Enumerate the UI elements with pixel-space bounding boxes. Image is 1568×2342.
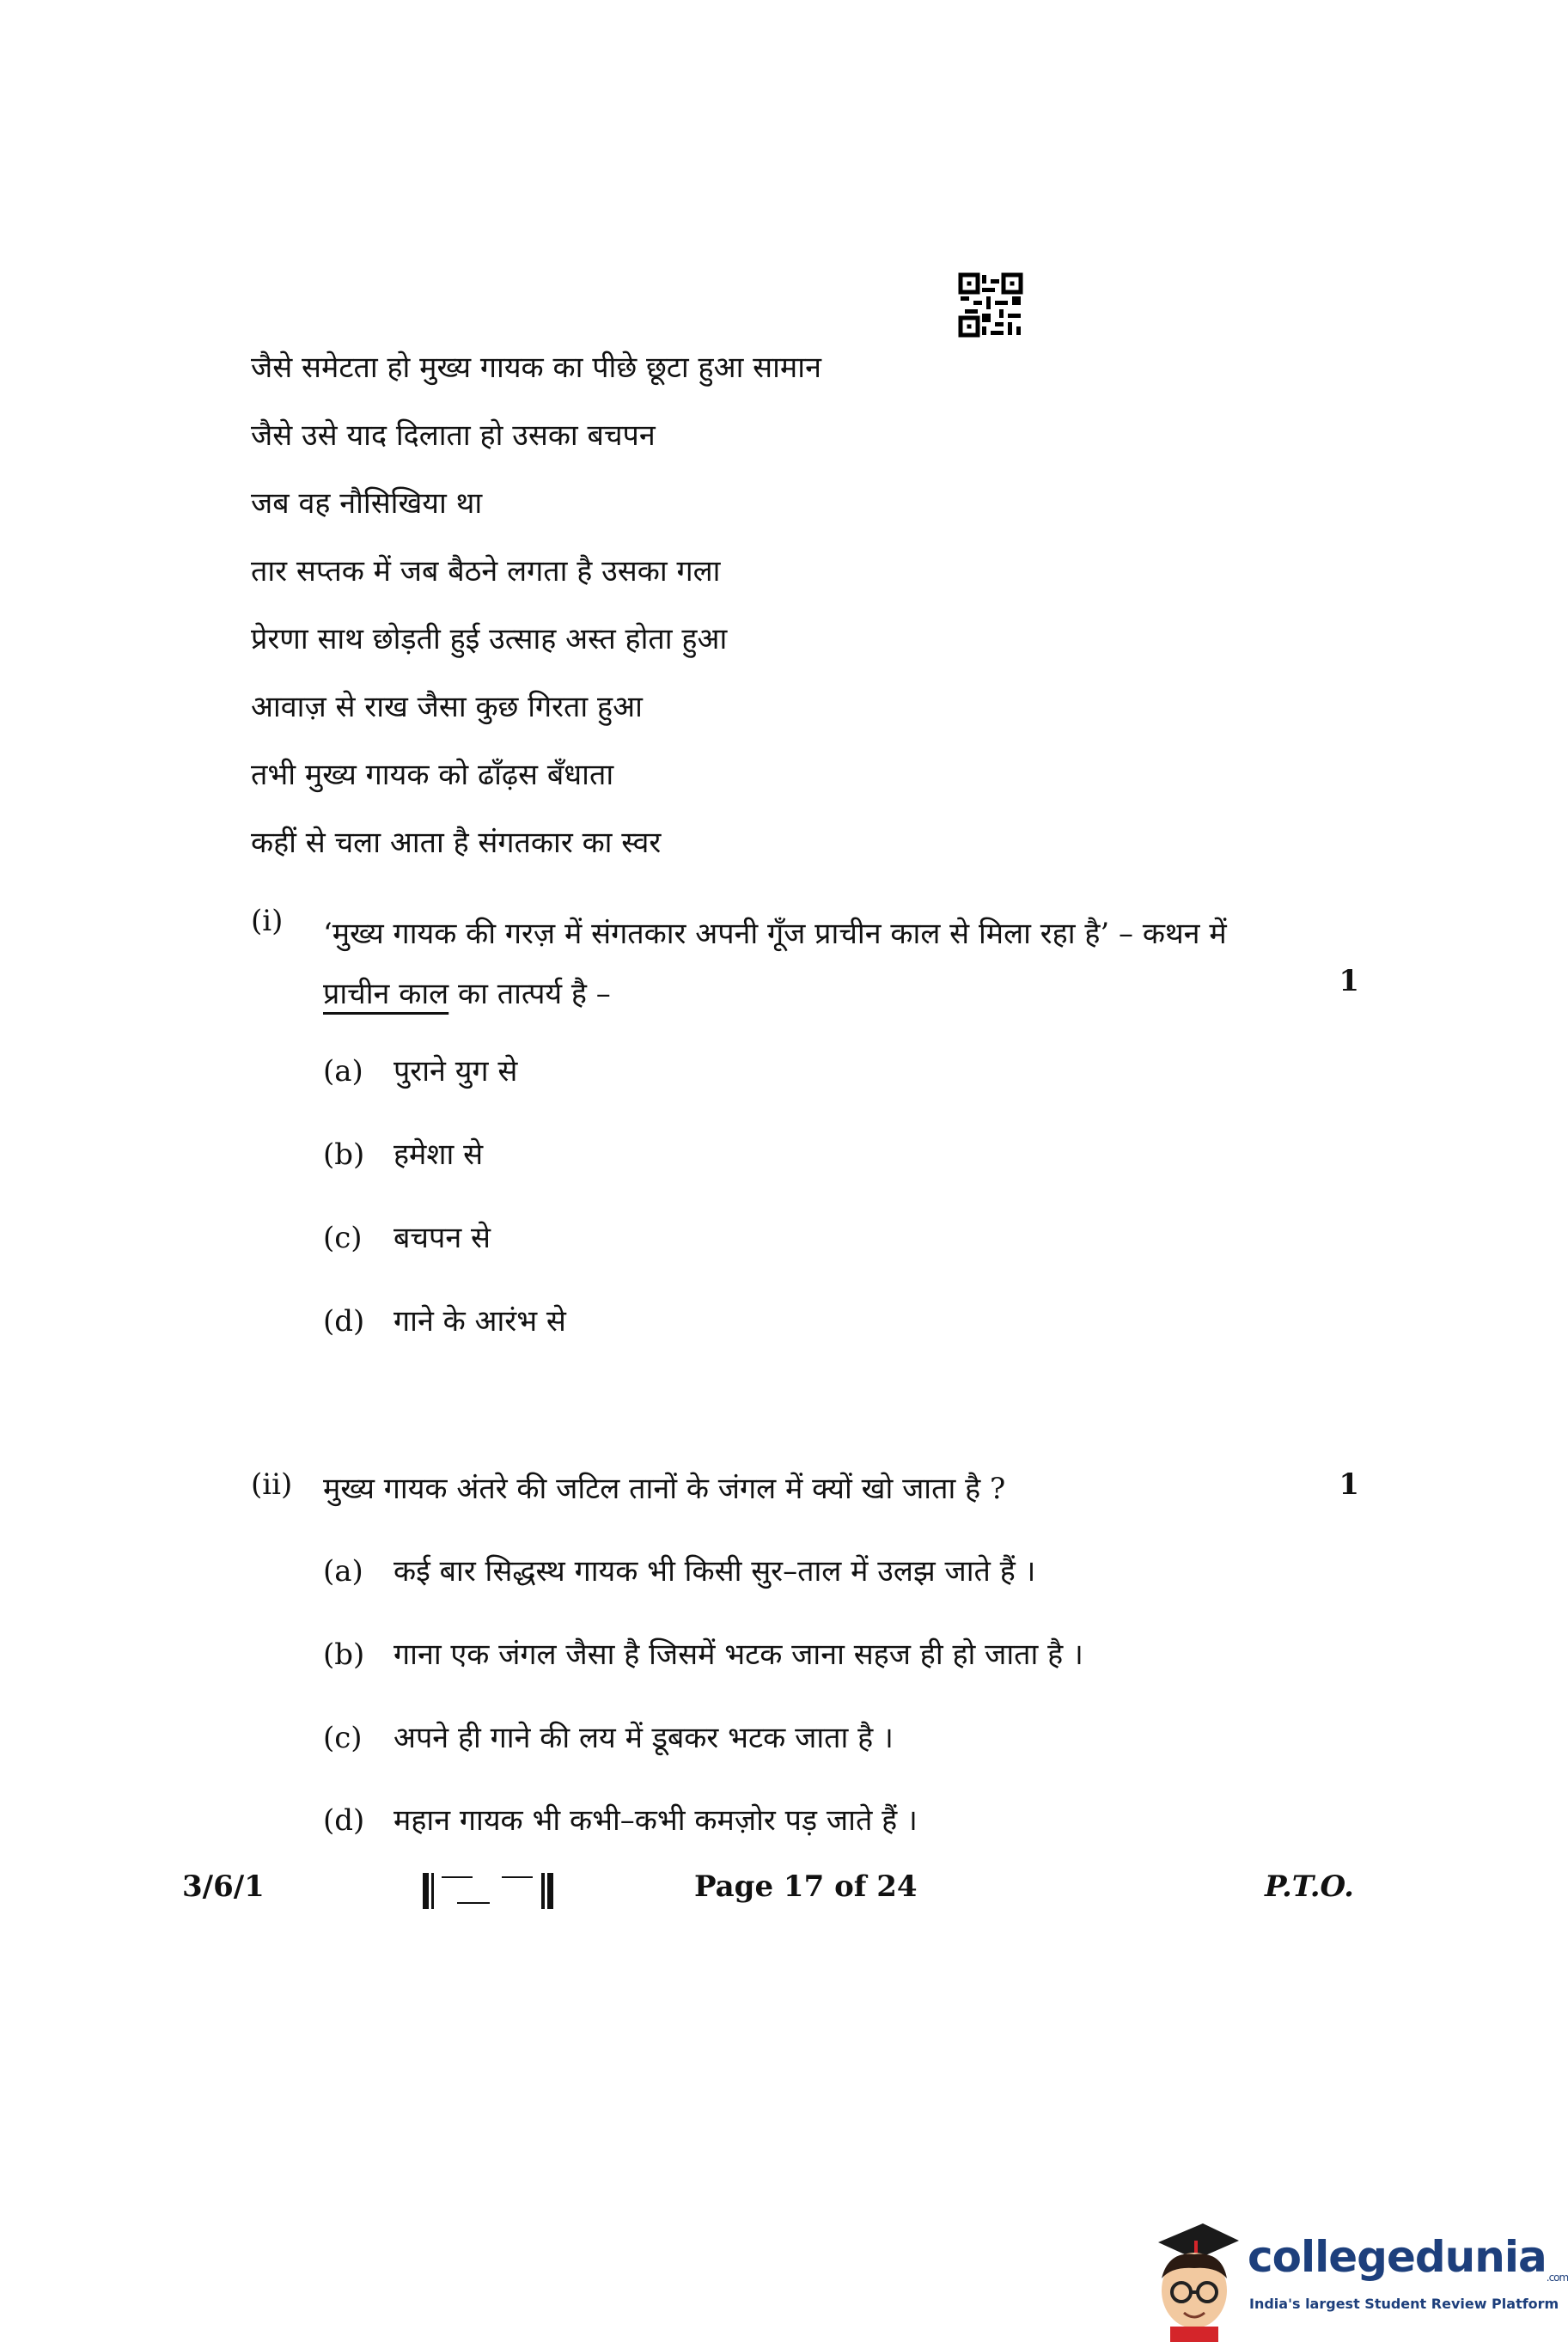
option-b[interactable]	[323, 1133, 483, 1173]
option-text: गाना एक जंगल जैसा है जिसमें भटक जाना सहज ही हो जाता है ।	[394, 1638, 1083, 1672]
question-text-rest: का तात्पर्य है –	[448, 977, 611, 1011]
page-number: Page 17 of 24	[694, 1869, 918, 1904]
poem-line: कहीं से चला आता है संगतकार का स्वर	[251, 826, 662, 860]
poem-line: तार सप्तक में जब बैठने लगता है उसका गला	[251, 554, 721, 589]
poem-line: जैसे उसे याद दिलाता हो उसका बचपन	[251, 418, 656, 453]
question-marks: 1	[1339, 964, 1359, 998]
option-b[interactable]	[323, 1633, 1083, 1673]
pto-label: P.T.O.	[1265, 1869, 1354, 1904]
question-text-line: ‘मुख्य गायक की गरज़ में संगतकार अपनी गूँज प्राचीन काल से मिला रहा है’ – कथन में	[323, 917, 1227, 951]
question-text-line-2	[323, 964, 1282, 1024]
poem-line: जैसे समेटता हो मुख्य गायक का पीछे छूटा हुआ सामान	[251, 351, 821, 385]
question-2	[251, 1467, 1359, 1845]
question-marks: 1	[1339, 1467, 1359, 1502]
option-text: पुराने युग से	[394, 1054, 518, 1089]
poem-line: जब वह नौसिखिया था	[251, 486, 483, 521]
option-a[interactable]	[323, 1050, 517, 1089]
question-1	[251, 904, 1359, 1351]
collegedunia-logo	[1143, 2217, 1568, 2342]
question-number: (ii)	[251, 1467, 293, 1502]
brand-name	[1248, 2232, 1568, 2284]
paper-code: 3/6/1	[182, 1869, 265, 1904]
option-label: (a)	[323, 1054, 363, 1089]
option-label: (d)	[323, 1803, 365, 1838]
option-a[interactable]	[323, 1550, 1035, 1589]
brand-tagline: India's largest Student Review Platform	[1249, 2296, 1559, 2312]
question-text	[323, 904, 1282, 1024]
poem-line: तभी मुख्य गायक को ढाँढ़स बँधाता	[251, 758, 614, 792]
option-label: (c)	[323, 1721, 363, 1755]
mascot-icon	[1143, 2217, 1248, 2342]
option-label: (b)	[323, 1137, 365, 1172]
option-c[interactable]	[323, 1217, 491, 1256]
option-d[interactable]	[323, 1300, 566, 1339]
poem-stanza	[251, 342, 821, 885]
option-text: अपने ही गाने की लय में डूबकर भटक जाता है ।	[394, 1721, 894, 1755]
option-c[interactable]	[323, 1717, 894, 1756]
qr-code-icon	[961, 275, 1021, 335]
option-text: गाने के आरंभ से	[394, 1304, 566, 1339]
option-d[interactable]	[323, 1799, 918, 1839]
brand-domain: .com	[1546, 2272, 1568, 2284]
brand-name-text: collegedunia	[1248, 2232, 1547, 2282]
poem-line: आवाज़ से राख जैसा कुछ गिरता हुआ	[251, 690, 643, 724]
option-label: (c)	[323, 1221, 363, 1255]
option-label: (d)	[323, 1304, 365, 1339]
question-number: (i)	[251, 904, 284, 938]
option-text: बचपन से	[394, 1221, 491, 1255]
question-text: मुख्य गायक अंतरे की जटिल तानों के जंगल में क्यों खो जाता है ?	[323, 1472, 1006, 1506]
option-text: हमेशा से	[394, 1137, 484, 1172]
page-footer	[0, 1869, 1534, 1912]
option-label: (b)	[323, 1638, 365, 1672]
option-text: कई बार सिद्धस्थ गायक भी किसी सुर–ताल में उलझ जाते हैं ।	[394, 1554, 1036, 1589]
option-text: महान गायक भी कभी–कभी कमज़ोर पड़ जाते हैं ।	[394, 1803, 918, 1838]
barcode-icon	[423, 1873, 553, 1909]
option-label: (a)	[323, 1554, 363, 1589]
poem-line: प्रेरणा साथ छोड़ती हुई उत्साह अस्त होता हुआ	[251, 622, 728, 656]
underlined-phrase: प्राचीन काल	[323, 977, 449, 1011]
